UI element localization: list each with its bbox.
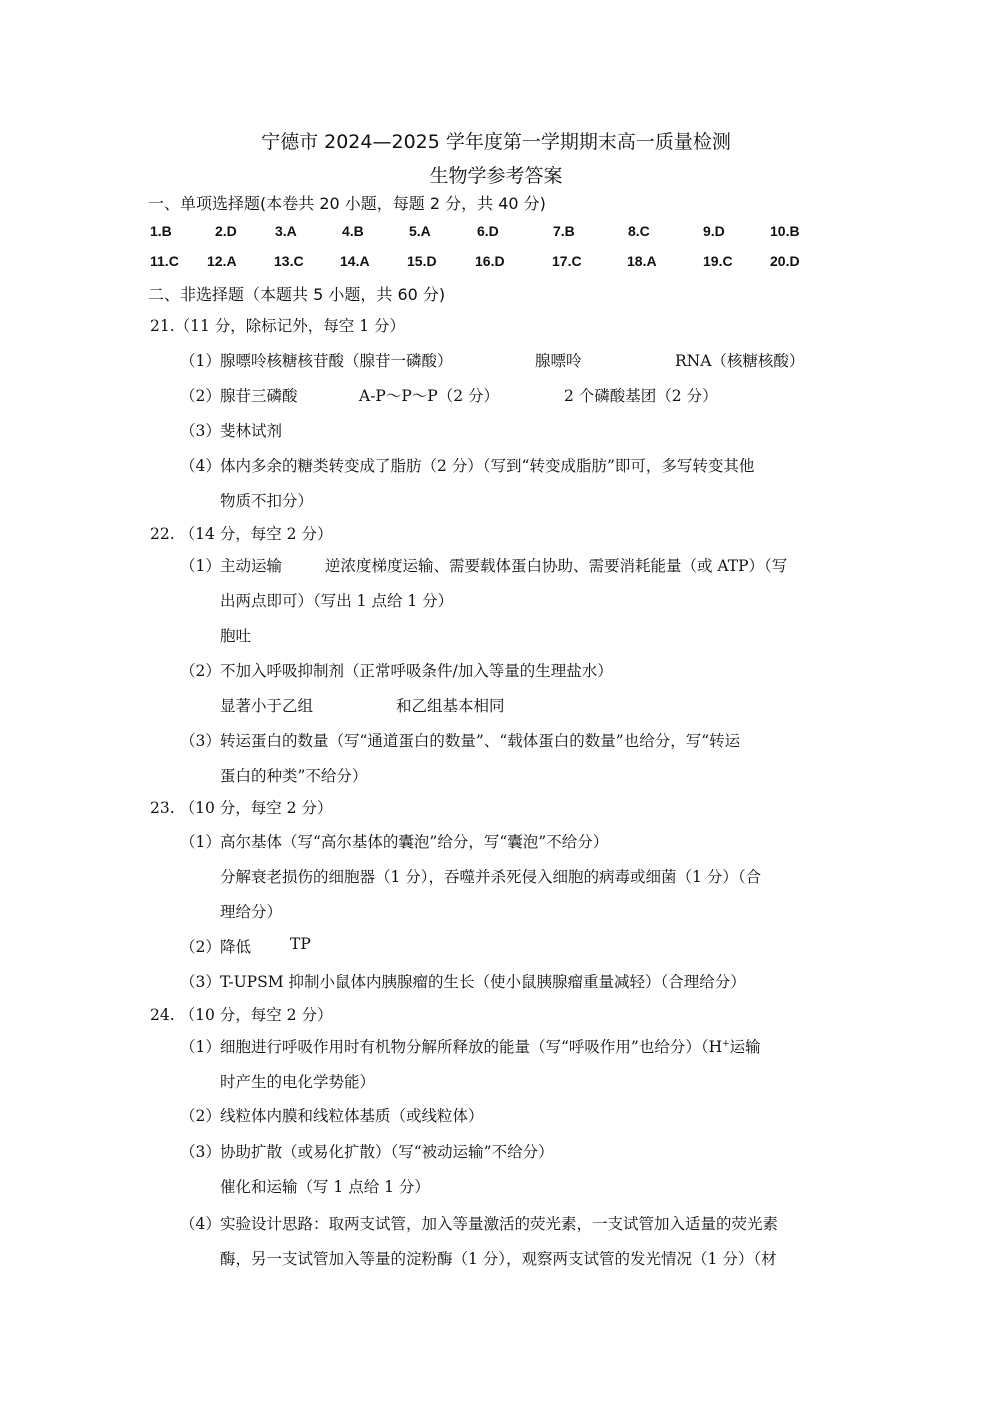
q23-part-1-answer-b-cont: 理给分）	[220, 903, 283, 921]
q24-part-2-number: （2）	[180, 1107, 221, 1125]
answer-2: 2.D	[215, 223, 237, 239]
q21-part-1-answer-c: RNA（核糖核酸）	[675, 352, 805, 370]
q24-part-4-answer: 实验设计思路：取两支试管，加入等量激活的荧光素，一支试管加入适量的荧光素	[220, 1215, 779, 1233]
q21-part-2-answer-c: 2 个磷酸基团（2 分）	[564, 387, 718, 405]
q22-part-1-answer-b: 逆浓度梯度运输、需要载体蛋白协助、需要消耗能量（或 ATP）（写	[325, 557, 788, 575]
q21-part-2-number: （2）	[180, 387, 221, 405]
q22-part-3-answer-cont: 蛋白的种类”不给分）	[220, 767, 368, 785]
q24-part-1-superscript: +	[722, 1038, 730, 1049]
q24-part-1-answer-text: 细胞进行呼吸作用时有机物分解所释放的能量（写“呼吸作用”也给分）（H	[220, 1038, 723, 1056]
q23-part-2-answer-a: 降低	[220, 938, 252, 956]
document-title: 宁德市 2024—2025 学年度第一学期期末高一质量检测	[261, 131, 731, 153]
q24-part-3-answer-a: 协助扩散（或易化扩散）（写“被动运输”不给分）	[220, 1143, 554, 1161]
q23-part-3-number: （3）	[180, 973, 221, 991]
answer-4: 4.B	[342, 223, 364, 239]
answer-11: 11.C	[150, 253, 179, 269]
answer-3: 3.A	[275, 223, 297, 239]
q24-part-1-number: （1）	[180, 1038, 221, 1056]
q24-part-4-answer-cont: 酶，另一支试管加入等量的淀粉酶（1 分），观察两支试管的发光情况（1 分）（材	[220, 1250, 777, 1268]
q21-part-4-answer-cont: 物质不扣分）	[220, 492, 314, 510]
q22-part-1-number: （1）	[180, 557, 221, 575]
q24-part-1-answer-cont: 时产生的电化学势能）	[220, 1073, 376, 1091]
document-subtitle: 生物学参考答案	[429, 165, 563, 187]
answer-12: 12.A	[207, 253, 237, 269]
question-22-heading: 22. （14 分，每空 2 分）	[150, 525, 333, 543]
q22-part-2-answer-a: 不加入呼吸抑制剂（正常呼吸条件/加入等量的生理盐水）	[220, 662, 613, 680]
answer-6: 6.D	[477, 223, 499, 239]
q24-part-3-answer-b: 催化和运输（写 1 点给 1 分）	[220, 1178, 430, 1196]
answer-14: 14.A	[340, 253, 370, 269]
q22-part-1-answer-a: 主动运输	[220, 557, 283, 575]
q24-part-1-answer	[220, 1035, 761, 1057]
q23-part-2-number: （2）	[180, 938, 221, 956]
q21-part-4-answer: 体内多余的糖类转变成了脂肪（2 分）（写到“转变成脂肪”即可，多写转变其他	[220, 457, 755, 475]
q22-part-2-answer-b: 显著小于乙组	[220, 697, 314, 715]
q22-part-1-answer-c: 胞吐	[220, 627, 252, 645]
q21-part-3-number: （3）	[180, 422, 221, 440]
q22-part-1-answer-b-cont: 出两点即可）（写出 1 点给 1 分）	[220, 592, 454, 610]
answer-16: 16.D	[475, 253, 505, 269]
q23-part-2-answer-b: TP	[290, 935, 311, 953]
question-21-heading: 21.（11 分，除标记外，每空 1 分）	[150, 317, 406, 335]
q23-part-1-answer-a: 高尔基体（写“高尔基体的囊泡”给分，写“囊泡”不给分）	[220, 833, 609, 851]
answer-15: 15.D	[407, 253, 437, 269]
q21-part-2-answer-a: 腺苷三磷酸	[220, 387, 298, 405]
q24-part-2-answer: 线粒体内膜和线粒体基质（或线粒体）	[220, 1107, 484, 1125]
answer-18: 18.A	[627, 253, 657, 269]
section-2-heading: 二、非选择题（本题共 5 小题，共 60 分)	[148, 285, 446, 304]
q21-part-1-answer-b: 腺嘌呤	[535, 352, 582, 370]
q23-part-3-answer: T-UPSM 抑制小鼠体内胰腺瘤的生长（使小鼠胰腺瘤重量减轻）（合理给分）	[220, 973, 746, 991]
q24-part-1-answer-text-2: 运输	[729, 1038, 761, 1056]
q22-part-3-number: （3）	[180, 732, 221, 750]
answer-7: 7.B	[553, 223, 575, 239]
answer-19: 19.C	[703, 253, 733, 269]
q21-part-4-number: （4）	[180, 457, 221, 475]
answer-20: 20.D	[770, 253, 800, 269]
answer-17: 17.C	[552, 253, 582, 269]
answer-9: 9.D	[703, 223, 725, 239]
q22-part-2-number: （2）	[180, 662, 221, 680]
q24-part-4-number: （4）	[180, 1215, 221, 1233]
question-24-heading: 24. （10 分，每空 2 分）	[150, 1006, 333, 1024]
q24-part-3-number: （3）	[180, 1143, 221, 1161]
answer-13: 13.C	[274, 253, 304, 269]
question-23-heading: 23. （10 分，每空 2 分）	[150, 799, 333, 817]
q22-part-2-answer-c: 和乙组基本相同	[396, 697, 505, 715]
q21-part-1-number: （1）	[180, 352, 221, 370]
q21-part-2-answer-b: A-P～P～P（2 分）	[359, 387, 500, 405]
answer-1: 1.B	[150, 223, 172, 239]
q23-part-1-answer-b: 分解衰老损伤的细胞器（1 分），吞噬并杀死侵入细胞的病毒或细菌（1 分）（合	[220, 868, 762, 886]
q22-part-3-answer: 转运蛋白的数量（写“通道蛋白的数量”、“载体蛋白的数量”也给分，写“转运	[220, 732, 741, 750]
section-1-heading: 一、单项选择题(本卷共 20 小题，每题 2 分，共 40 分)	[148, 194, 546, 213]
q23-part-1-number: （1）	[180, 833, 221, 851]
answer-5: 5.A	[409, 223, 431, 239]
answer-10: 10.B	[770, 223, 800, 239]
q21-part-1-answer-a: 腺嘌呤核糖核苷酸（腺苷一磷酸）	[220, 352, 453, 370]
q21-part-3-answer: 斐林试剂	[220, 422, 283, 440]
answer-8: 8.C	[628, 223, 650, 239]
